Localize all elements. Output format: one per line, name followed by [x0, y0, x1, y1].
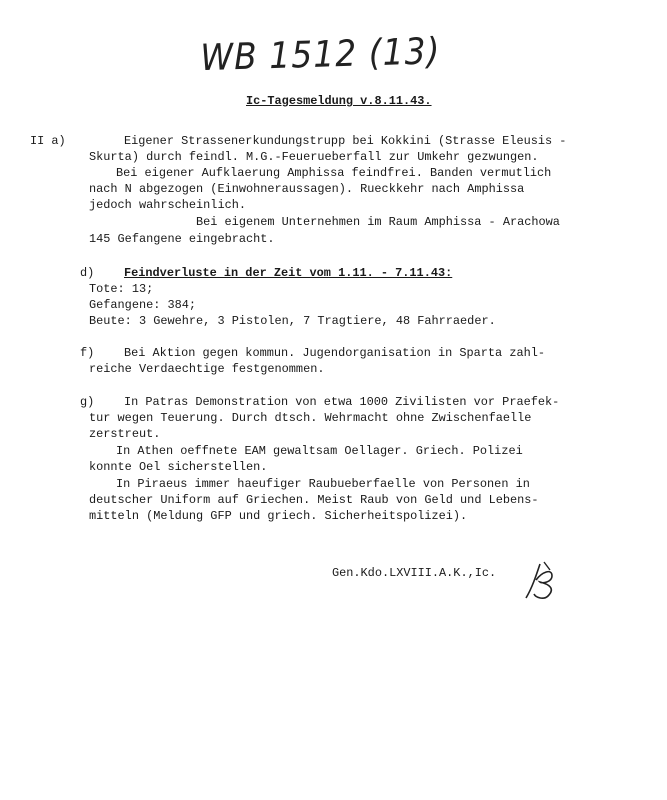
section-a-line: 145 Gefangene eingebracht. — [89, 232, 275, 246]
report-title: Ic-Tagesmeldung v.8.11.43. — [246, 94, 432, 108]
section-a-line: Eigener Strassenerkundungstrupp bei Kokkini (Strasse Eleusis - — [124, 134, 567, 148]
section-g-line: konnte Oel sicherstellen. — [89, 460, 268, 474]
section-a-label: II a) — [30, 134, 66, 148]
section-a-line: Bei eigener Aufklaerung Amphissa feindfrei. Banden vermutlich — [116, 166, 552, 180]
section-f-line: reiche Verdaechtige festgenommen. — [89, 362, 325, 376]
section-a-line: nach N abgezogen (Einwohneraussagen). Rueckkehr nach Amphissa — [89, 182, 525, 196]
section-a-line: Bei eigenem Unternehmen im Raum Amphissa - Arachowa — [196, 215, 560, 229]
section-d-label: d) — [80, 266, 95, 280]
section-d-line: Tote: 13; — [89, 282, 154, 296]
section-d-line: Gefangene: 384; — [89, 298, 197, 312]
section-f-label: f) — [80, 346, 95, 360]
handwritten-reference: WB 1512 (13) — [200, 29, 441, 79]
section-g-line: zerstreut. — [89, 427, 161, 441]
section-a-line: jedoch wahrscheinlich. — [89, 198, 246, 212]
section-d-line: Beute: 3 Gewehre, 3 Pistolen, 7 Tragtiere, 48 Fahrraeder. — [89, 314, 496, 328]
section-d-heading: Feindverluste in der Zeit vom 1.11. - 7.11.43: — [124, 266, 453, 280]
section-g-line: deutscher Uniform auf Griechen. Meist Raub von Geld und Lebens- — [89, 493, 539, 507]
section-f-line: Bei Aktion gegen kommun. Jugendorganisation in Sparta zahl- — [124, 346, 545, 360]
section-g-label: g) — [80, 395, 95, 409]
section-a-line: Skurta) durch feindl. M.G.-Feuerueberfall zur Umkehr gezwungen. — [89, 150, 539, 164]
signature-mark — [522, 558, 562, 602]
section-g-line: tur wegen Teuerung. Durch dtsch. Wehrmacht ohne Zwischenfaelle — [89, 411, 532, 425]
sender-line: Gen.Kdo.LXVIII.A.K.,Ic. — [332, 566, 497, 580]
section-g-line: In Piraeus immer haeufiger Raubueberfaelle von Personen in — [116, 477, 530, 491]
section-g-line: In Athen oeffnete EAM gewaltsam Oellager. Griech. Polizei — [116, 444, 523, 458]
section-g-line: mitteln (Meldung GFP und griech. Sicherheitspolizei). — [89, 509, 468, 523]
section-g-line: In Patras Demonstration von etwa 1000 Zivilisten vor Praefek- — [124, 395, 560, 409]
